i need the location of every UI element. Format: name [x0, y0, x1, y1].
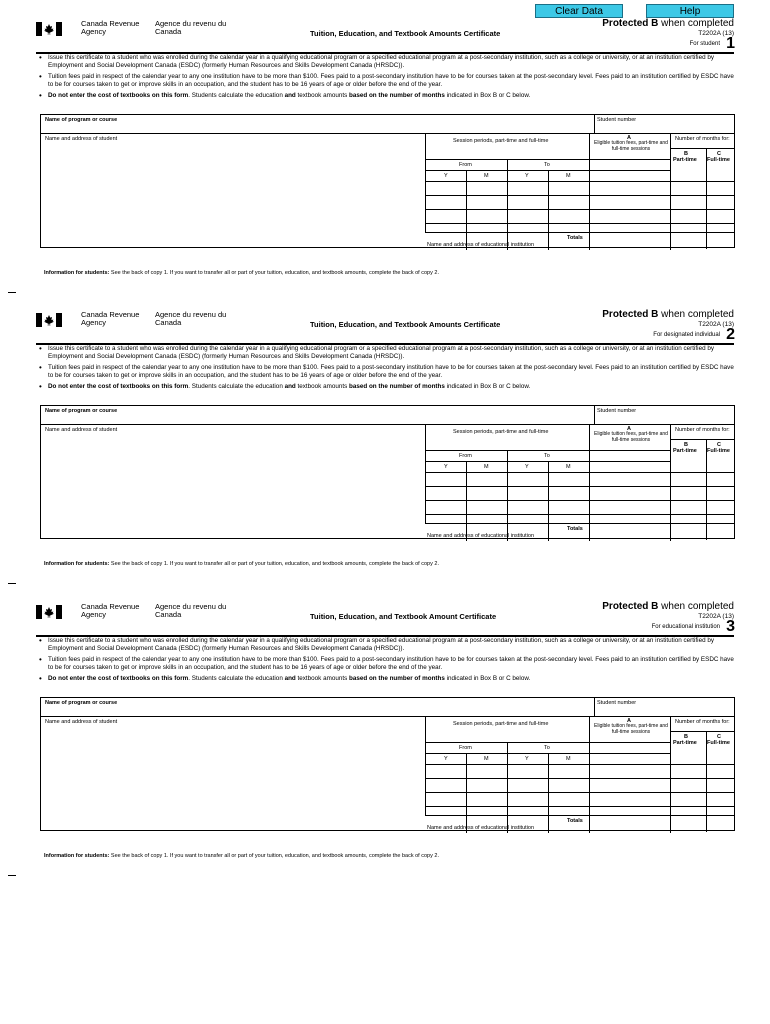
- grid-line: [41, 133, 734, 134]
- grid-line: [589, 716, 590, 832]
- grid-line: [507, 159, 508, 170]
- box-b-label: B: [684, 151, 688, 157]
- box-a-label: A: [627, 426, 631, 432]
- help-button[interactable]: Help: [646, 4, 734, 18]
- months-label: Number of months for:: [675, 136, 730, 142]
- certificate-table: [40, 405, 735, 539]
- grid-line: [507, 170, 508, 250]
- protected-b-label: Protected B when completed: [602, 601, 734, 612]
- agency-name-fr: Agence du revenu du Canada: [155, 19, 227, 36]
- copy-number: 3: [726, 618, 735, 635]
- box-b-text: Part-time: [673, 157, 697, 163]
- student-name-input[interactable]: [41, 726, 425, 816]
- form-title: Tuition, Education, and Textbook Amounts Certificate: [310, 29, 501, 38]
- month-label: M: [484, 173, 489, 179]
- instruction-item: • Issue this certificate to a student who was enrolled during the calendar year in a qualifying educational program or a specified educational program at a post-secondary institution, such as a college or university, or at an institution certified by Employment and Social Development Canada (ESDC) (formerly Human Resources and Skills Development Canada (HRSDC)).: [38, 637, 738, 653]
- grid-line: [706, 148, 707, 249]
- canada-flag-icon: [36, 313, 62, 327]
- instruction-item: • Do not enter the cost of textbooks on this form. Students calculate the education and textbook amounts based on the number of months indicated in Box B or C below.: [38, 383, 738, 391]
- canada-flag-icon: [36, 22, 62, 36]
- month-label: M: [566, 173, 571, 179]
- instructions-list: [38, 345, 738, 394]
- agency-name-en: Canada Revenue Agency: [81, 602, 140, 619]
- program-name-input[interactable]: [41, 406, 594, 424]
- grid-line: [425, 523, 734, 524]
- totals-label: Totals: [567, 526, 583, 532]
- grid-line: [425, 815, 734, 816]
- from-label: From: [459, 745, 472, 751]
- instruction-item: • Do not enter the cost of textbooks on this form. Students calculate the education and textbook amounts based on the number of months indicated in Box B or C below.: [38, 92, 738, 100]
- grid-line: [670, 133, 671, 249]
- institution-label: Name and address of educational institution: [427, 533, 535, 539]
- student-info-note: Information for students: See the back of copy 1. If you want to transfer all or part of your tuition, education, and textbook amounts, complete the back of copy 2.: [44, 853, 439, 859]
- form-title: Tuition, Education, and Textbook Amount Certificate: [310, 612, 497, 621]
- student-name-label: Name and address of student: [45, 427, 118, 433]
- grid-line: [548, 461, 549, 541]
- student-info-note: Information for students: See the back of copy 1. If you want to transfer all or part of your tuition, education, and textbook amounts, complete the back of copy 2.: [44, 561, 439, 567]
- to-label: To: [544, 745, 550, 751]
- session-periods-label: Session periods, part-time and full-time: [453, 429, 549, 435]
- grid-line: [425, 778, 734, 779]
- copy-label: For student: [689, 41, 720, 47]
- box-c-label: C: [717, 734, 721, 740]
- form-number: T2202A (13): [698, 321, 734, 328]
- grid-line: [548, 170, 549, 250]
- month-label: M: [484, 464, 489, 470]
- student-number-label: Student number: [597, 117, 637, 123]
- instructions-list: [38, 54, 738, 103]
- program-name-label: Name of program or course: [45, 408, 118, 414]
- grid-line: [670, 424, 671, 540]
- institution-label: Name and address of educational institution: [427, 242, 535, 248]
- copy-label: For designated individual: [653, 332, 720, 338]
- grid-line: [425, 486, 734, 487]
- form-copy-1: [0, 16, 770, 308]
- box-c-label: C: [717, 442, 721, 448]
- student-name-input[interactable]: [41, 434, 425, 524]
- tear-mark: [8, 583, 16, 584]
- grid-line: [425, 716, 426, 815]
- grid-line: [425, 764, 734, 765]
- session-periods-label: Session periods, part-time and full-time: [453, 721, 549, 727]
- student-number-label: Student number: [597, 700, 637, 706]
- box-c-text: Full-time: [707, 157, 730, 163]
- student-info-note: Information for students: See the back of copy 1. If you want to transfer all or part of your tuition, education, and textbook amounts, complete the back of copy 2.: [44, 270, 439, 276]
- grid-line: [425, 472, 734, 473]
- grid-line: [425, 742, 670, 743]
- box-a-label: A: [627, 718, 631, 724]
- to-label: To: [544, 453, 550, 459]
- grid-line: [425, 514, 734, 515]
- month-label: M: [566, 464, 571, 470]
- grid-line: [507, 753, 508, 833]
- copy-number: 1: [726, 35, 735, 52]
- grid-line: [41, 716, 734, 717]
- totals-label: Totals: [567, 235, 583, 241]
- clear-data-button[interactable]: Clear Data: [535, 4, 623, 18]
- grid-line: [670, 731, 734, 732]
- grid-line: [507, 461, 508, 541]
- box-b-text: Part-time: [673, 740, 697, 746]
- grid-line: [425, 195, 734, 196]
- grid-line: [706, 731, 707, 832]
- session-periods-label: Session periods, part-time and full-time: [453, 138, 549, 144]
- box-c-text: Full-time: [707, 448, 730, 454]
- form-number: T2202A (13): [698, 30, 734, 37]
- box-a-text: Eligible tuition fees, part-time and full-time sessions: [594, 140, 668, 152]
- grid-line: [425, 450, 670, 451]
- grid-line: [425, 133, 426, 232]
- agency-name-fr: Agence du revenu du Canada: [155, 602, 227, 619]
- tear-mark: [8, 292, 16, 293]
- grid-line: [425, 181, 734, 182]
- instruction-item: • Issue this certificate to a student who was enrolled during the calendar year in a qualifying educational program or a specified educational program at a post-secondary institution, such as a college or university, or at an institution certified by Employment and Social Development Canada (ESDC) (formerly Human Resources and Skills Development Canada (HRSDC)).: [38, 345, 738, 361]
- instruction-item: • Tuition fees paid in respect of the calendar year to any one institution have to be more than $100. Fees paid to a post-secondary institution have to be for courses taken at the post-secondary level. Fees paid to an institution certified by ESDC have to be for courses taken to get or improve skills in an occupation, and the student has to be 16 years of age or older before the end of the year.: [38, 73, 738, 89]
- grid-line: [507, 450, 508, 461]
- tear-mark: [8, 875, 16, 876]
- agency-name-en: Canada Revenue Agency: [81, 19, 140, 36]
- grid-line: [670, 716, 671, 832]
- protected-b-label: Protected B when completed: [602, 309, 734, 320]
- instruction-item: • Tuition fees paid in respect of the calendar year to any one institution have to be more than $100. Fees paid to a post-secondary institution have to be for courses taken at the post-secondary level. Fees paid to an institution certified by ESDC have to be for courses taken to get or improve skills in an occupation, and the student has to be 16 years of age or older before the end of the year.: [38, 364, 738, 380]
- grid-line: [670, 148, 734, 149]
- student-name-label: Name and address of student: [45, 719, 118, 725]
- months-label: Number of months for:: [675, 719, 730, 725]
- year-label: Y: [444, 464, 448, 470]
- student-number-input[interactable]: [595, 115, 734, 133]
- student-number-input[interactable]: [595, 406, 734, 424]
- grid-line: [425, 792, 734, 793]
- to-label: To: [544, 162, 550, 168]
- student-number-label: Student number: [597, 408, 637, 414]
- year-label: Y: [525, 464, 529, 470]
- grid-line: [425, 500, 734, 501]
- student-name-label: Name and address of student: [45, 136, 118, 142]
- copy-label: For educational institution: [651, 624, 720, 630]
- box-a-text: Eligible tuition fees, part-time and full-time sessions: [594, 431, 668, 443]
- program-name-label: Name of program or course: [45, 117, 118, 123]
- box-c-text: Full-time: [707, 740, 730, 746]
- protected-b-label: Protected B when completed: [602, 18, 734, 29]
- year-label: Y: [444, 756, 448, 762]
- copy-number: 2: [726, 326, 735, 343]
- year-label: Y: [525, 756, 529, 762]
- box-a-label: A: [627, 135, 631, 141]
- form-copy-2: [0, 307, 770, 599]
- year-label: Y: [525, 173, 529, 179]
- grid-line: [466, 753, 467, 833]
- program-name-input[interactable]: [41, 698, 594, 716]
- certificate-table: [40, 114, 735, 248]
- grid-line: [670, 439, 734, 440]
- grid-line: [425, 424, 426, 523]
- institution-label: Name and address of educational institution: [427, 825, 535, 831]
- grid-line: [425, 209, 734, 210]
- form-copy-3: [0, 599, 770, 891]
- box-c-label: C: [717, 151, 721, 157]
- grid-line: [41, 424, 734, 425]
- agency-name-fr: Agence du revenu du Canada: [155, 310, 227, 327]
- box-b-label: B: [684, 734, 688, 740]
- agency-name-en: Canada Revenue Agency: [81, 310, 140, 327]
- grid-line: [425, 232, 734, 233]
- from-label: From: [459, 162, 472, 168]
- totals-label: Totals: [567, 818, 583, 824]
- month-label: M: [484, 756, 489, 762]
- form-number: T2202A (13): [698, 613, 734, 620]
- box-a-text: Eligible tuition fees, part-time and full-time sessions: [594, 723, 668, 735]
- program-name-input[interactable]: [41, 115, 594, 133]
- grid-line: [589, 133, 590, 249]
- student-name-input[interactable]: [41, 143, 425, 233]
- grid-line: [425, 806, 734, 807]
- certificate-table: [40, 697, 735, 831]
- canada-flag-icon: [36, 605, 62, 619]
- grid-line: [548, 753, 549, 833]
- grid-line: [425, 223, 734, 224]
- instruction-item: • Do not enter the cost of textbooks on this form. Students calculate the education and textbook amounts based on the number of months indicated in Box B or C below.: [38, 675, 738, 683]
- grid-line: [706, 439, 707, 540]
- months-label: Number of months for:: [675, 427, 730, 433]
- student-number-input[interactable]: [595, 698, 734, 716]
- program-name-label: Name of program or course: [45, 700, 118, 706]
- grid-line: [425, 159, 670, 160]
- box-b-label: B: [684, 442, 688, 448]
- grid-line: [466, 461, 467, 541]
- instructions-list: [38, 637, 738, 686]
- instruction-item: • Issue this certificate to a student who was enrolled during the calendar year in a qualifying educational program or a specified educational program at a post-secondary institution, such as a college or university, or at an institution certified by Employment and Social Development Canada (ESDC) (formerly Human Resources and Skills Development Canada (HRSDC)).: [38, 54, 738, 70]
- grid-line: [466, 170, 467, 250]
- instruction-item: • Tuition fees paid in respect of the calendar year to any one institution have to be more than $100. Fees paid to a post-secondary institution have to be for courses taken at the post-secondary level. Fees paid to an institution certified by ESDC have to be for courses taken to get or improve skills in an occupation, and the student has to be 16 years of age or older before the end of the year.: [38, 656, 738, 672]
- year-label: Y: [444, 173, 448, 179]
- box-b-text: Part-time: [673, 448, 697, 454]
- grid-line: [589, 424, 590, 540]
- form-title: Tuition, Education, and Textbook Amounts Certificate: [310, 320, 501, 329]
- month-label: M: [566, 756, 571, 762]
- grid-line: [507, 742, 508, 753]
- from-label: From: [459, 453, 472, 459]
